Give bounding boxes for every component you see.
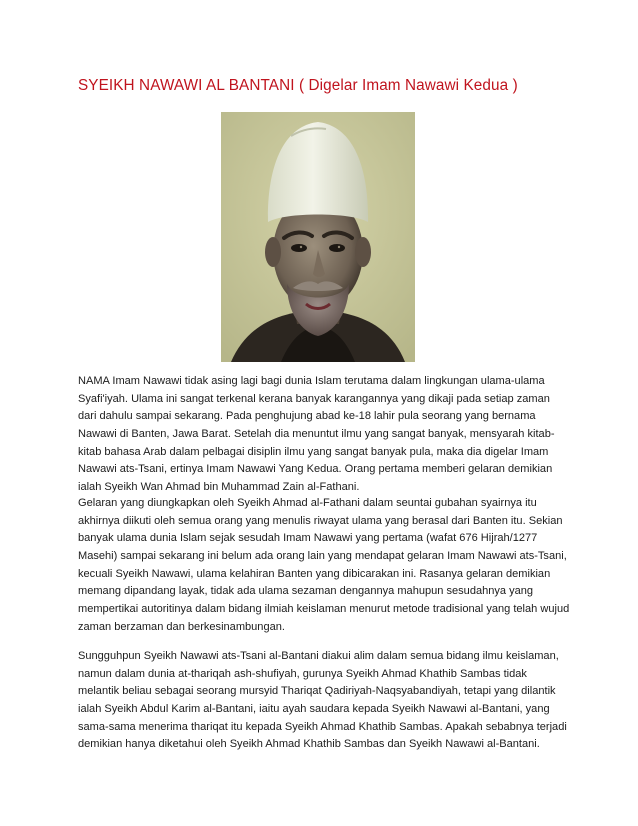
text-line: Sungguhpun Syeikh Nawawi ats-Tsani al-Bantani diakui alim dalam semua bidang ilmu keislaman, [78, 650, 559, 662]
text-line: dari dahulu sampai sekarang. Pada penghujung abad ke-18 lahir pula seorang yang bernama [78, 410, 536, 423]
text-line: ialah Syeikh Wan Ahmad bin Muhammad Zain al-Fathani. [78, 481, 360, 494]
text-line: Nawawi ats-Tsani, ertinya Imam Nawawi Yang Kedua. Orang pertama memberi gelaran demikian [78, 463, 553, 476]
text-line: Syafi'iyah. Ulama ini sangat terkenal kerana banyak karangannya yang dikaji pada setiap zaman [78, 392, 550, 405]
text-line: mempertikai autoritinya dalam bidang ilmiah keislaman menurut metode tradisional yang telah wujud [78, 603, 570, 616]
page-title: SYEIKH NAWAWI AL BANTANI ( Digelar Imam Nawawi Kedua ) [78, 77, 518, 94]
text-line: namun dalam dunia at-thariqah ash-shufiyah, gurunya Syeikh Ahmad Khathib Sambas tidak [78, 667, 527, 680]
text-line: demikian hanya diketahui oleh Syeikh Ahmad Khathib Sambas dan Syeikh Nawawi al-Bantani. [78, 738, 540, 751]
text-line: Gelaran yang diungkapkan oleh Syeikh Ahmad al-Fathani dalam seuntai gubahan syairnya itu [78, 497, 537, 509]
text-line: melantik beliau sebagai seorang mursyid Thariqat Qadiriyah-Naqsyabandiyah, tetapi yang dilantik [78, 685, 556, 698]
paragraph-2 [78, 495, 568, 637]
text-line: sama-sama menerima thariqat itu kepada Syeikh Ahmad Khathib Sambas. Apakah sebabnya terjadi [78, 720, 567, 733]
text-line: kitab bahasa Arab dalam pelbagai disiplin ilmu yang sangat banyak pula, maka dia digelar Imam [78, 445, 549, 458]
text-line: Nawawi di Banten, Jawa Barat. Setelah dia menuntut ilmu yang sangat banyak, mensyarah kitab- [78, 428, 555, 441]
text-line: banyak ulama dunia Islam sejak sesudah Imam Nawawi yang pertama (wafat 676 Hijrah/1277 [78, 532, 538, 545]
text-line: kecuali Syeikh Nawawi, ulama kelahiran Banten yang dibicarakan ini. Rasanya gelaran demikian [78, 567, 551, 580]
text-line: memang dipandang layak, tidak ada ulama sezaman dengannya mahupun sesudahnya yang [78, 585, 534, 598]
text-line: akhirnya diikuti oleh semua orang yang menulis riwayat ulama yang berasal dari Banten itu. Sekian [78, 514, 563, 527]
text-line: zaman berzaman dan berkesinambungan. [78, 620, 285, 633]
portrait-illustration [221, 112, 415, 362]
portrait-photo [221, 112, 415, 362]
text-line: NAMA Imam Nawawi tidak asing lagi bagi dunia Islam terutama dalam lingkungan ulama-ulama [78, 375, 545, 387]
text-line: ialah Syeikh Abdul Karim al-Bantani, iaitu ayah saudara kepada Syeikh Nawawi al-Bantani, yang [78, 703, 550, 716]
paragraph-3 [78, 648, 568, 754]
paragraph-1 [78, 373, 568, 497]
text-line: Masehi) sampai sekarang ini belum ada orang lain yang mendapat gelaran Imam Nawawi ats-Tsani, [78, 550, 567, 563]
